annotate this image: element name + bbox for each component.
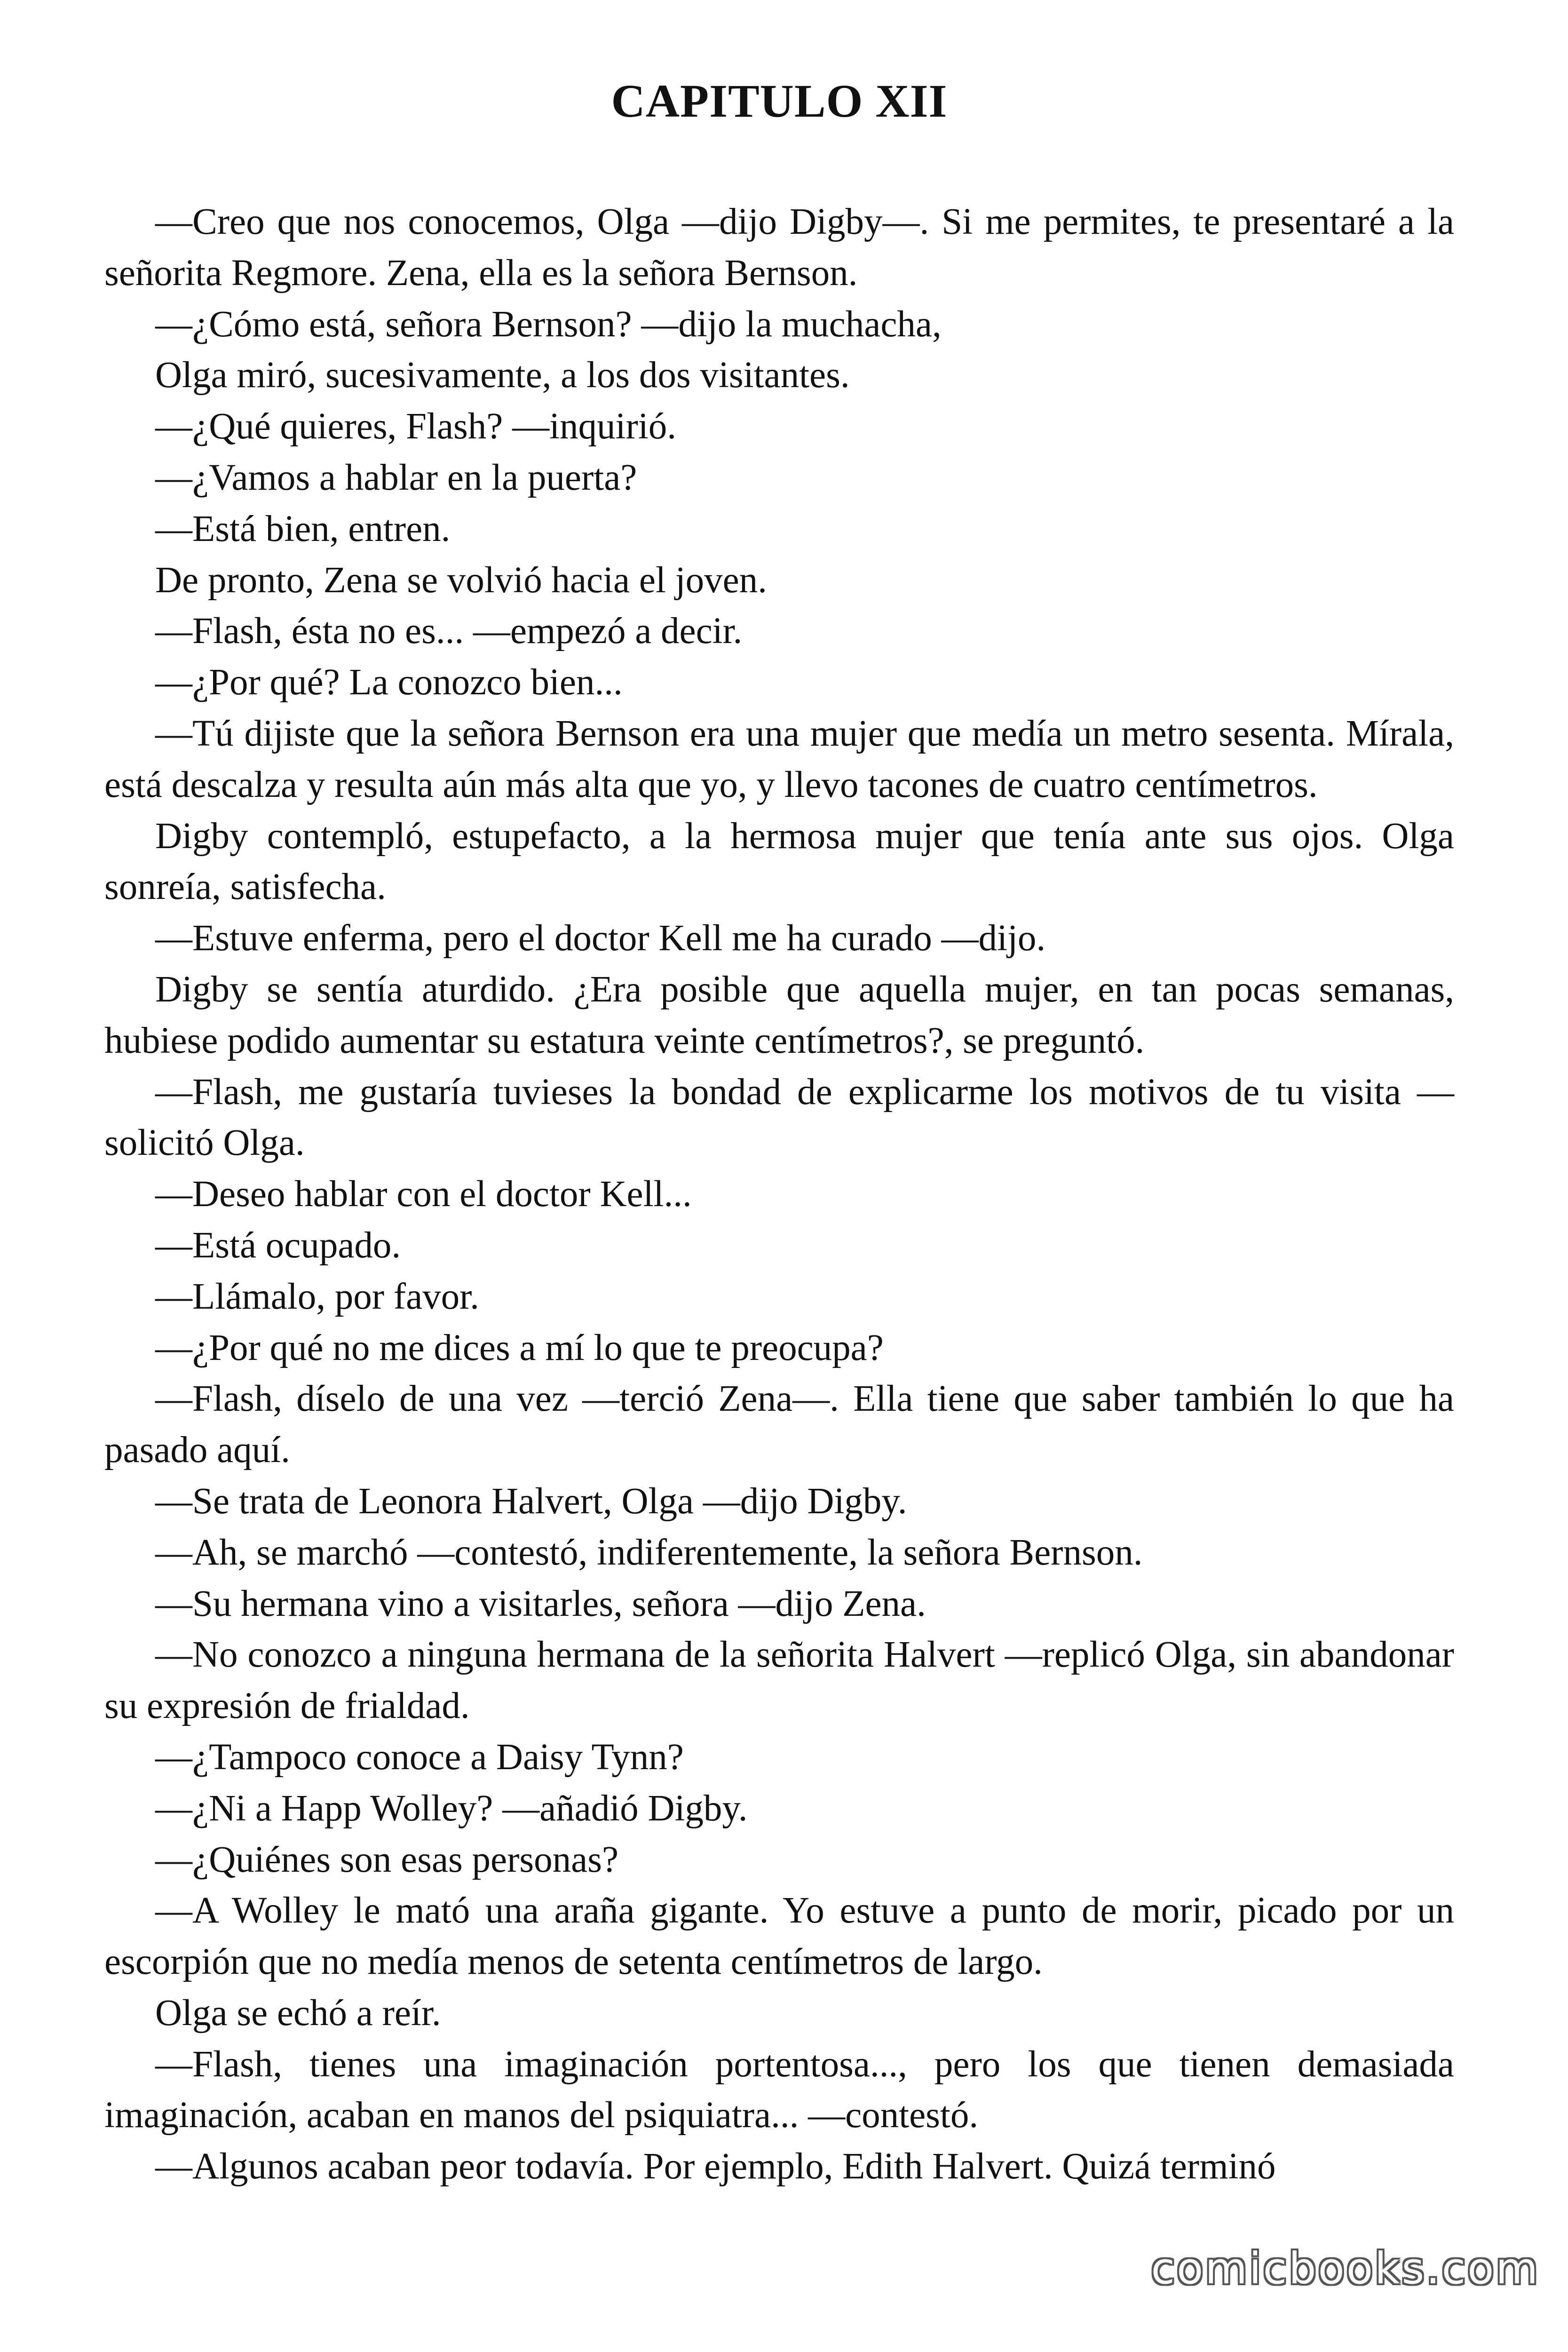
paragraph: —¿Por qué no me dices a mí lo que te preocupa?: [155, 1327, 884, 1368]
paragraph: Digby se sentía aturdido. ¿Era posible que aquella mujer, en tan pocas semanas, hubiese podido aumentar su estatura veinte centímetros?, se preguntó.: [104, 969, 1454, 1061]
paragraph: Olga se echó a reír.: [155, 1992, 441, 2034]
paragraph: —Está bien, entren.: [155, 508, 451, 549]
paragraph: De pronto, Zena se volvió hacia el joven.: [155, 559, 767, 601]
paragraph: —¿Qué quieres, Flash? —inquirió.: [155, 406, 676, 447]
paragraph: —Flash, tienes una imaginación portentosa..., pero los que tienen demasiada imaginación, acaban en manos del psiquiatra... —contestó.: [104, 2043, 1454, 2136]
paragraph: —Su hermana vino a visitarles, señora —dijo Zena.: [155, 1583, 926, 1624]
body-text: [104, 197, 1454, 2193]
paragraph: —Flash, ésta no es... —empezó a decir.: [155, 611, 743, 652]
paragraph: —Algunos acaban peor todavía. Por ejemplo, Edith Halvert. Quizá terminó: [155, 2146, 1276, 2187]
paragraph: —¿Por qué? La conozco bien...: [155, 662, 623, 703]
chapter-title: CAPITULO XII: [611, 75, 948, 127]
paragraph: Olga miró, sucesivamente, a los dos visitantes.: [155, 355, 850, 396]
paragraph: —Se trata de Leonora Halvert, Olga —dijo Digby.: [155, 1480, 907, 1522]
watermark-logo: comicbooks.com: [1151, 2243, 1540, 2294]
paragraph: —Flash, me gustaría tuvieses la bondad de explicarme los motivos de tu visita —solicitó Olga.: [104, 1071, 1454, 1164]
paragraph: —¿Vamos a hablar en la puerta?: [155, 457, 637, 498]
paragraph: —No conozco a ninguna hermana de la señorita Halvert —replicó Olga, sin abandonar su expresión de frialdad.: [104, 1634, 1454, 1727]
paragraph: —Creo que nos conocemos, Olga —dijo Digby—. Si me permites, te presentaré a la señorita Regmore. Zena, ella es la señora Bernson.: [104, 201, 1454, 294]
paragraph: —Deseo hablar con el doctor Kell...: [155, 1174, 692, 1215]
paragraph: —Llámalo, por favor.: [155, 1276, 479, 1317]
paragraph: —Tú dijiste que la señora Bernson era una mujer que medía un metro sesenta. Mírala, está descalza y resulta aún más alta que yo, y llevo tacones de cuatro centímetros.: [104, 713, 1454, 805]
paragraph: —Ah, se marchó —contestó, indiferentemente, la señora Bernson.: [155, 1532, 1143, 1573]
paragraph: —¿Cómo está, señora Bernson? —dijo la muchacha,: [155, 303, 942, 345]
paragraph: —Flash, díselo de una vez —terció Zena—. Ella tiene que saber también lo que ha pasado aquí.: [104, 1378, 1454, 1471]
paragraph: —Estuve enferma, pero el doctor Kell me ha curado —dijo.: [155, 918, 1046, 959]
paragraph: —A Wolley le mató una araña gigante. Yo estuve a punto de morir, picado por un escorpión que no medía menos de setenta centímetros de largo.: [104, 1890, 1454, 1983]
paragraph: —¿Quiénes son esas personas?: [155, 1839, 619, 1880]
paragraph: —¿Tampoco conoce a Daisy Tynn?: [155, 1736, 684, 1778]
paragraph: Digby contempló, estupefacto, a la hermosa mujer que tenía ante sus ojos. Olga sonreía, satisfecha.: [104, 815, 1454, 908]
paragraph: —Está ocupado.: [155, 1224, 401, 1266]
book-page: [104, 0, 1454, 2352]
paragraph: —¿Ni a Happ Wolley? —añadió Digby.: [155, 1788, 748, 1829]
